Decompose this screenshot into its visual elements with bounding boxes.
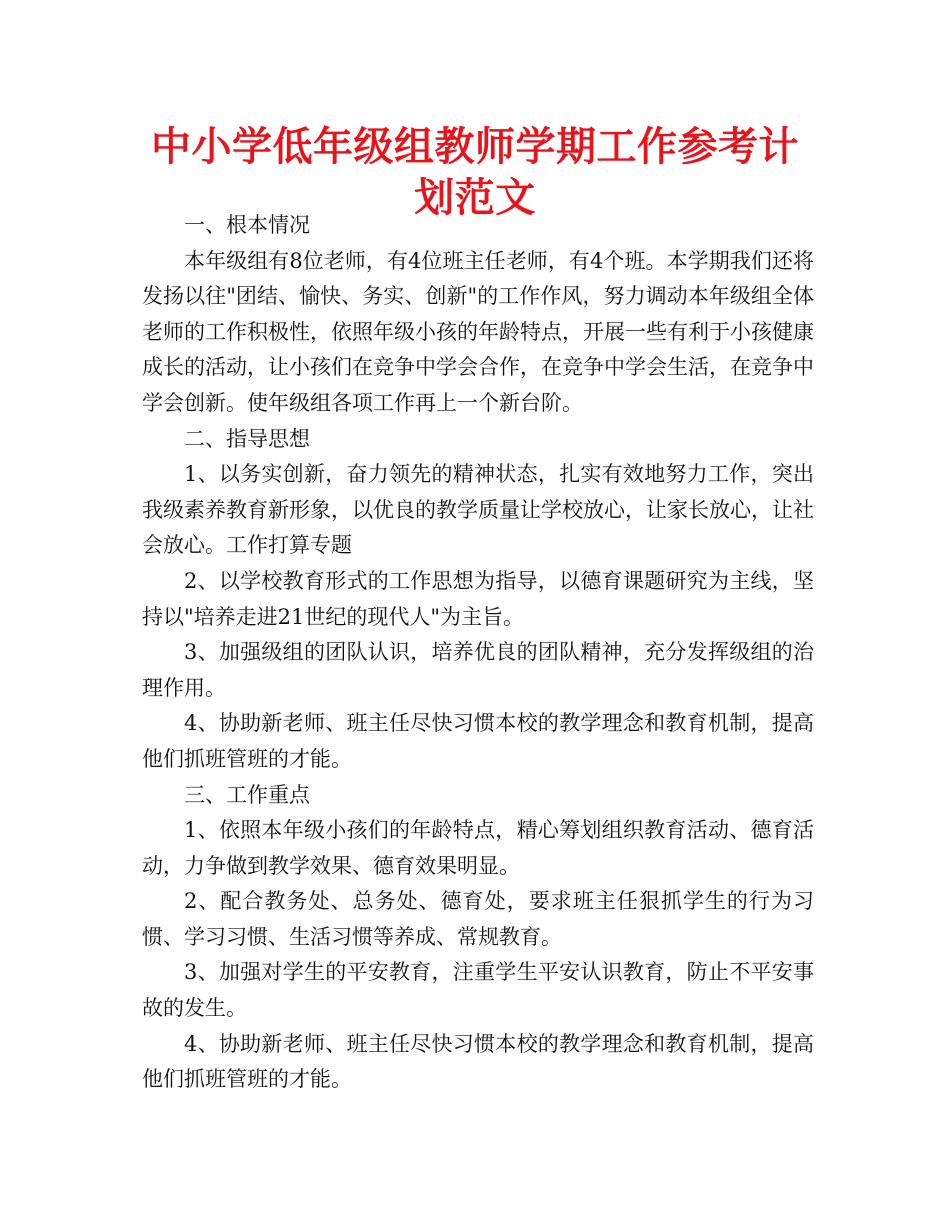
paragraph: 2、配合教务处、总务处、德育处，要求班主任狠抓学生的行为习惯、学习习惯、生活习惯等养成、常规教育。 [142, 889, 814, 949]
paragraph: 4、协助新老师、班主任尽快习惯本校的教学理念和教育机制，提高他们抓班管班的才能。 [142, 1031, 814, 1092]
paragraph: 本年级组有8位老师，有4位班主任老师，有4个班。本学期我们还将发扬以往"团结、愉快、务实、创新"的工作作风，努力调动本年级组全体老师的工作积极性，依照年级小孩的年龄特点，开展一些有利于小孩健康成长的活动，让小孩们在竞争中学会合作，在竞争中学会生活，在竞争中学会创新。使年级组各项工作再上一个新台阶。 [142, 248, 814, 415]
paragraph: 2、以学校教育形式的工作思想为指导，以德育课题研究为主线，坚持以"培养走进21世纪的现代人"为主旨。 [142, 568, 814, 629]
paragraph: 1、依照本年级小孩们的年龄特点，精心筹划组织教育活动、德育活动，力争做到教学效果、德育效果明显。 [142, 818, 814, 878]
paragraph: 4、协助新老师、班主任尽快习惯本校的教学理念和教育机制，提高他们抓班管班的才能。 [142, 711, 814, 771]
paragraph: 3、加强级组的团队认识，培养优良的团队精神，充分发挥级组的治理作用。 [142, 640, 814, 700]
section-heading: 一、根本情况 [184, 213, 310, 237]
section-heading: 二、指导思想 [184, 426, 310, 451]
paragraph: 3、加强对学生的平安教育，注重学生平安认识教育，防止不平安事故的发生。 [142, 960, 814, 1021]
paragraph: 1、以务实创新，奋力领先的精神状态，扎实有效地努力工作，突出我级素养教育新形象，以优良的教学质量让学校放心，让家长放心，让社会放心。工作打算专题 [142, 462, 814, 558]
document-body [142, 208, 814, 1098]
section-heading: 三、工作重点 [184, 782, 310, 807]
document-title: 中小学低年级组教师学期工作参考计划范文 [151, 124, 799, 221]
